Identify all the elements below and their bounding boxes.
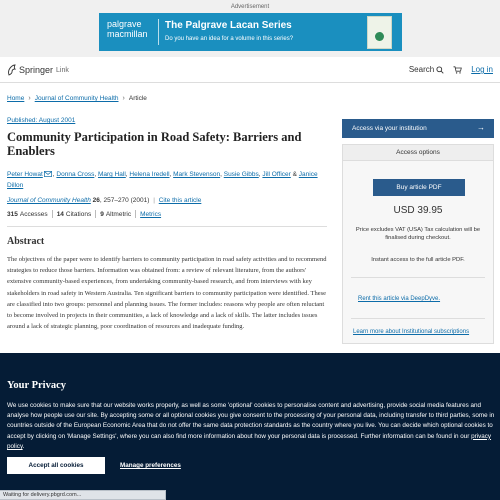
chevron-right-icon: › [122,95,125,102]
citations-label: Citations [65,210,92,218]
volume-number: 26 [92,197,100,204]
access-institution-button[interactable] [342,119,494,138]
article-price: USD 39.95 [393,205,443,216]
citations-count: 14 [56,210,64,218]
journal-link[interactable]: Journal of Community Health [7,197,91,204]
search-button[interactable] [409,65,444,74]
rent-deepdyve-link[interactable]: Rent this article via DeepDyve. [358,296,441,302]
author-link[interactable]: Peter Howat [7,171,43,178]
author-link[interactable]: Helena Iredell [129,171,170,178]
author-link[interactable]: Donna Cross [56,171,95,178]
browser-status-bar: Waiting for delivery.pbgrd.com... [0,490,166,500]
article-title: Community Participation in Road Safety: Barriers and Enablers [7,130,302,158]
cookie-consent-banner [0,353,500,500]
breadcrumb-home[interactable]: Home [7,95,25,102]
springer-link-logo[interactable] [7,64,69,76]
divider: | [153,197,155,204]
section-divider [7,226,327,227]
accesses-count: 315 [7,210,18,218]
accept-cookies-button[interactable]: Accept all cookies [7,457,105,474]
ad-banner[interactable] [99,13,402,51]
author-link[interactable]: Janice Dillon [7,171,318,189]
cookie-body-end: . [22,442,25,450]
author-list: Peter Howat , Donna Cross, Marg Hall, Helena Iredell, Mark Stevenson, Susie Gibbs, Jill Officer & Janice Dillon [7,171,318,189]
ad-strip [0,0,500,57]
manage-preferences-link[interactable]: Manage preferences [120,462,181,469]
altmetric-count: 9 [100,210,104,218]
cart-icon[interactable] [453,66,462,74]
metrics-divider [52,210,53,218]
mail-icon[interactable] [44,171,52,177]
breadcrumb-current: Article [128,95,147,102]
abstract-heading: Abstract [7,236,45,247]
abstract-text: The objectives of the paper were to identify barriers to community participation in road safety activities and to recommend strategies to reduce those barriers. Information was obtained from: a review of relevant literature, from the authors' extensive community-based experiences, from undertaking community-based research, and from interviews with key stakeholders in road safety in Western Australia. Ten significant barriers to community participation were identified. These are classified into two groups: personnel and planning issues. The former includes: reasons why people are often reluctant to become involved in projects in their communities, a lack of knowledge and a lack of skills. The latter includes issues around a lack of strategic planning, poor coordination of resources and inadequate funding. [7,256,327,331]
institutional-subscriptions-link[interactable]: Learn more about Institutional subscriptions [353,329,470,335]
brand-name: Springer [19,65,54,75]
ad-subtitle: Do you have an idea for a volume in this series? [165,36,294,42]
breadcrumb-journal[interactable]: Journal of Community Health [34,95,119,102]
metrics-divider [135,210,136,218]
ad-title: The Palgrave Lacan Series [165,20,292,31]
panel-divider [351,318,485,319]
price-note: Price excludes VAT (USA) Tax calculation will be finalised during checkout. [355,227,481,241]
chevron-right-icon: › [28,95,31,102]
cookie-title: Your Privacy [7,380,67,391]
ad-logo [107,19,148,39]
access-options-heading: Access options [343,145,493,161]
search-label: Search [408,65,435,74]
login-link[interactable]: Log in [471,65,493,74]
springer-horse-icon [7,64,17,76]
header-nav [409,65,493,74]
cite-article-link[interactable]: Cite this article [158,197,202,204]
ad-logo-line1: palgrave [107,19,142,29]
panel-divider [351,277,485,278]
brand-suffix: Link [56,66,69,74]
metrics-link[interactable]: Metrics [140,210,162,218]
author-link[interactable]: Marg Hall [97,171,126,178]
ad-label: Advertisement [230,4,270,10]
buy-article-button[interactable]: Buy article PDF [373,179,465,196]
cookie-body: We use cookies to make sure that our website works properly, as well as some 'optional' cookies to personalise content and advertising, provide social media features and analyse how people use our site. By accepting some or all optional cookies you give consent to the processing of your personal data, including transfer to third parties, some in countries outside of the European Economic Area that do not offer the same data protection standards as the country where you live. You can decide which optional cookies to accept by clicking on 'Manage Settings', where you can also find more information about how your personal data is processed. Further information can be found in our [7,402,495,440]
metrics-divider [95,210,96,218]
author-link[interactable]: Mark Stevenson [173,171,221,178]
access-institution-label: Access via your institution [352,125,427,132]
accesses-label: Accesses [19,210,48,218]
access-options-panel [342,144,494,344]
published-date-link[interactable]: Published: August 2001 [7,117,76,124]
altmetric-label: Altmetric [105,210,132,218]
author-link[interactable]: Jill Officer [262,171,291,178]
author-conjunction: & [292,171,297,178]
ad-book-cover-image [367,16,392,49]
author-link[interactable]: Susie Gibbs [223,171,259,178]
instant-access-note: Instant access to the full article PDF. [371,257,465,263]
pages-year: , 257–270 (2001) [99,197,150,204]
ad-divider [158,19,159,45]
breadcrumb [7,95,147,102]
arrow-right-icon: → [477,123,485,132]
cookie-text [7,401,495,452]
privacy-policy-link[interactable]: privacy policy [7,432,492,450]
citation-line [7,197,201,204]
article-metrics [7,210,161,218]
ad-logo-line2: macmillan [107,29,148,39]
site-header [0,57,500,83]
search-icon [436,66,444,74]
